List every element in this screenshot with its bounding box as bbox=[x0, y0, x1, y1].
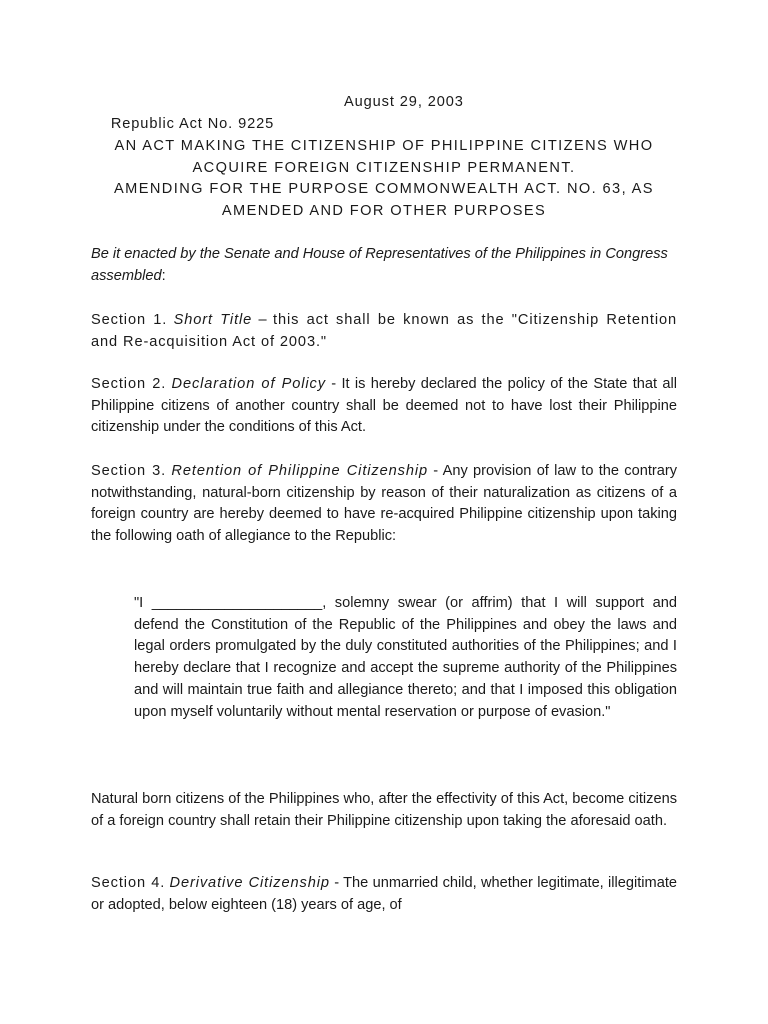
act-number: Republic Act No. 9225 bbox=[110, 115, 275, 132]
section-3-separator: - bbox=[428, 463, 443, 479]
act-title bbox=[91, 136, 677, 223]
section-3-body: Any provision of law to the contrary notwithstanding, natural-born citizenship by reason of their naturalization as citizens of a foreign country are hereby deemed to have re-acquired Philippine citizenship upon taking the following oath of allegiance to the Republic: bbox=[91, 463, 678, 545]
section-4-body: The unmarried child, whether legitimate, illegitimate or adopted, below eighteen (18) years of age, of bbox=[91, 875, 677, 913]
title-line-3: AMENDING FOR THE PURPOSE COMMONWEALTH ACT. NO. 63, AS bbox=[114, 181, 654, 198]
section-2 bbox=[91, 374, 677, 439]
section-2-separator: - bbox=[325, 376, 342, 392]
oath-of-allegiance: "I _____________________, solemny swear (or affrim) that I will support and defend the Constitution of the Republic of the Philippines and obey the laws and legal orders promulgated by the duly constituted authorities of the Philippines; and I hereby declare that I recognize and accept the supreme authority of the Philippines and will maintain true faith and allegiance thereto; and that I imposed this obligation upon myself voluntarily without mental reservation or purpose of evasion." bbox=[134, 595, 677, 720]
title-line-2: ACQUIRE FOREIGN CITIZENSHIP PERMANENT. bbox=[192, 159, 576, 176]
enacting-clause-text: Be it enacted by the Senate and House of Representatives of the Philippines in Congress assembled bbox=[91, 246, 668, 284]
act-date: August 29, 2003 bbox=[344, 94, 464, 110]
section-4-label: Section 4. bbox=[91, 875, 166, 891]
section-2-label: Section 2. bbox=[91, 376, 167, 392]
section-1-heading: Short Title bbox=[173, 312, 253, 328]
section-2-body: It is hereby declared the policy of the State that all Philippine citizens of another country shall be deemed not to have lost their Philippine citizenship under the conditions of this Act. bbox=[91, 376, 677, 436]
section-3-label: Section 3. bbox=[91, 463, 167, 479]
section-4-heading: Derivative Citizenship bbox=[169, 875, 330, 891]
section-4-separator: - bbox=[329, 875, 344, 891]
section-1-label: Section 1. bbox=[91, 312, 168, 328]
section-1 bbox=[91, 310, 677, 353]
section-1-body: this act shall be known as the "Citizenship Retention and Re-acquisition Act of 2003." bbox=[91, 312, 678, 350]
title-line-4: AMENDED AND FOR OTHER PURPOSES bbox=[221, 203, 547, 220]
natural-born-paragraph: Natural born citizens of the Philippines who, after the effectivity of this Act, become citizens of a foreign country shall retain their Philippine citizenship upon taking the aforesaid oath. bbox=[91, 791, 677, 829]
section-3 bbox=[91, 461, 677, 548]
title-line-1: AN ACT MAKING THE CITIZENSHIP OF PHILIPPINE CITIZENS WHO bbox=[114, 138, 654, 154]
enacting-clause bbox=[91, 244, 677, 287]
section-1-separator: – bbox=[252, 312, 274, 328]
section-4 bbox=[91, 873, 677, 916]
enacting-clause-colon: : bbox=[161, 267, 166, 284]
section-2-heading: Declaration of Policy bbox=[171, 376, 326, 392]
section-3-heading: Retention of Philippine Citizenship bbox=[171, 463, 429, 479]
